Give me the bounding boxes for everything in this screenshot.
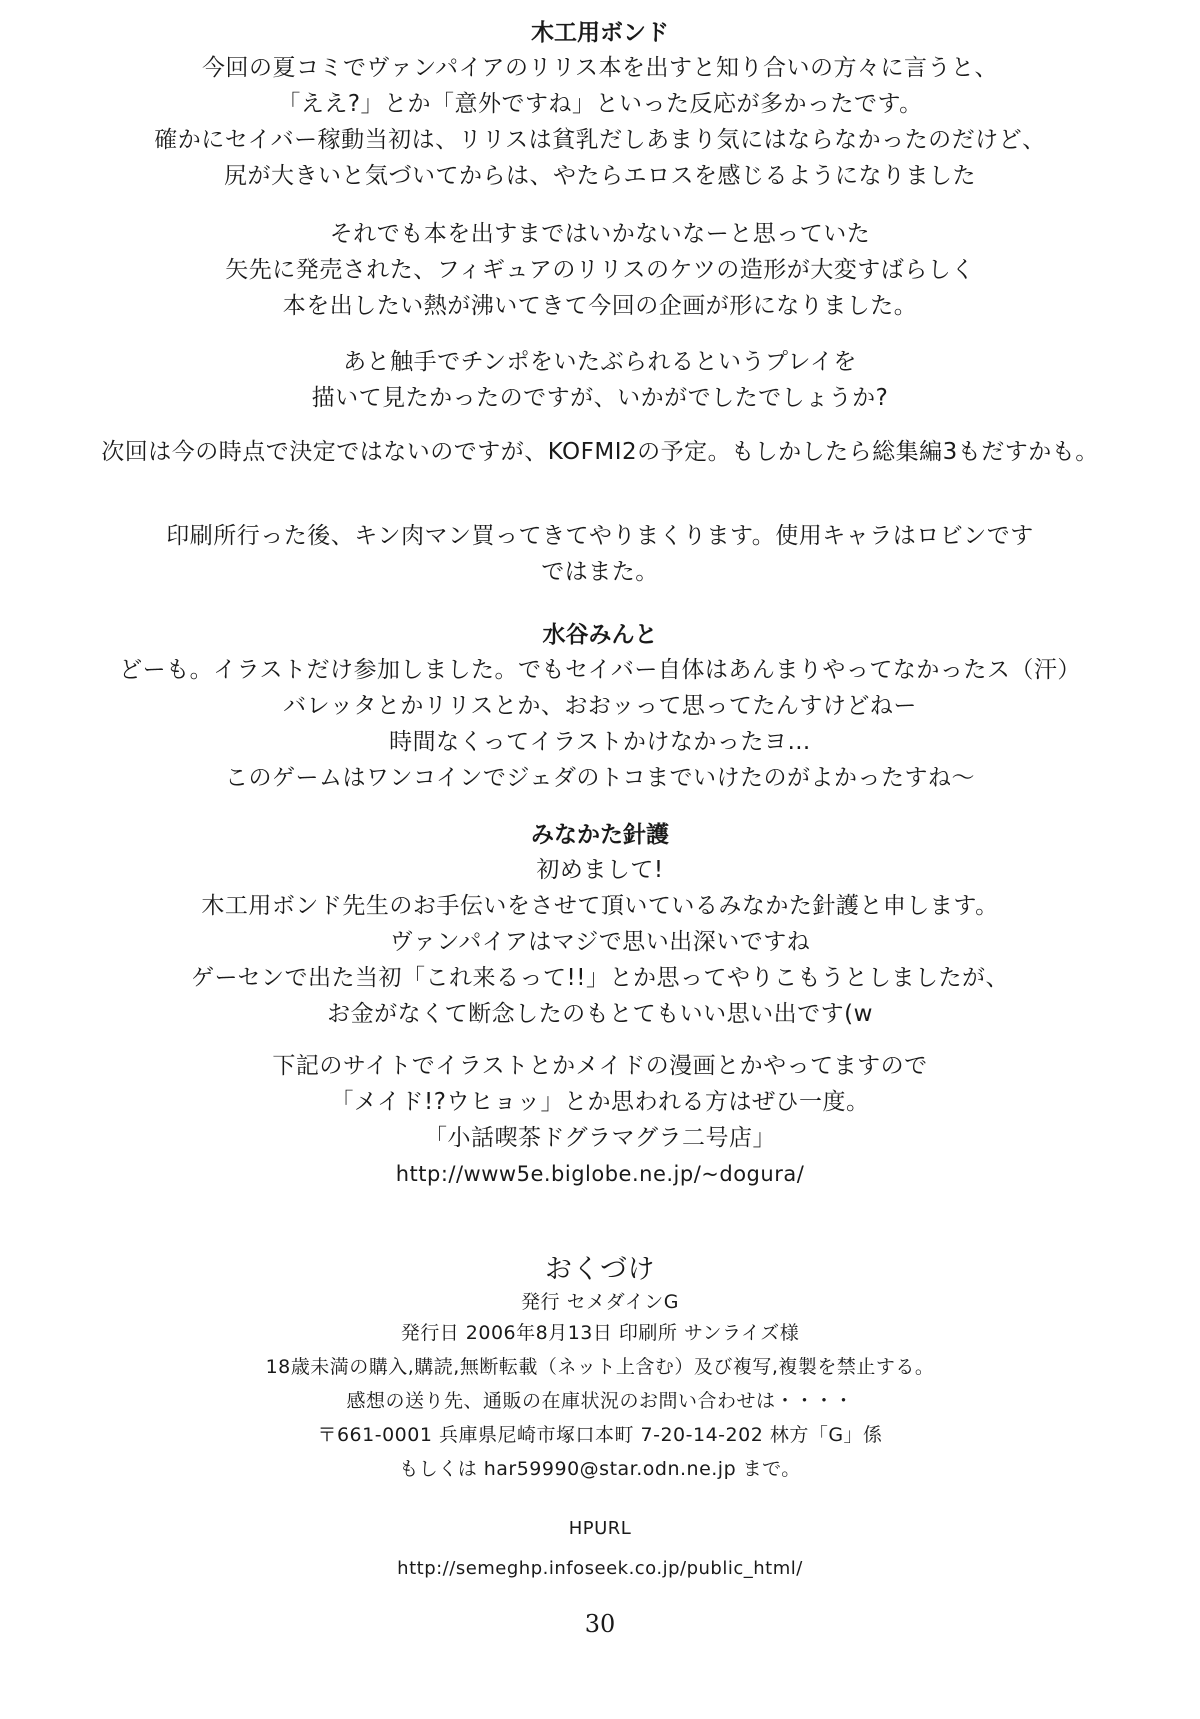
bond-line: 確かにセイバー稼動当初は、リリスは貧乳だしあまり気にはならなかったのだけど、 xyxy=(154,127,1046,153)
bond-line: 「ええ?」とか「意外ですね」といった反応が多かったです。 xyxy=(277,91,923,117)
page-number: 30 xyxy=(584,1610,616,1638)
minakata-site-url: http://www5e.biglobe.ne.jp/~dogura/ xyxy=(395,1162,805,1186)
minakata-line: お金がなくて断念したのもとてもいい思い出です(w xyxy=(327,1001,873,1027)
bond-section xyxy=(0,16,1200,194)
minakata-heading: みなかた針護 xyxy=(531,822,669,848)
mizutani-section xyxy=(0,618,1200,796)
minakata-line: 「メイド!?ウヒョッ」とか思われる方はぜひ一度。 xyxy=(330,1089,870,1115)
minakata-line: 木工用ボンド先生のお手伝いをさせて頂いているみなかた針護と申します。 xyxy=(201,893,999,919)
bond-paragraph-4 xyxy=(0,434,1200,470)
minakata-section xyxy=(0,818,1200,1032)
minakata-line: 初めまして! xyxy=(536,857,664,883)
bond-line: 本を出したい熱が沸いてきて今回の企画が形になりました。 xyxy=(282,293,918,319)
minakata-paragraph-2 xyxy=(0,1048,1200,1192)
okuzuke-title: おくづけ xyxy=(545,1254,655,1285)
minakata-line: ヴァンパイアはマジで思い出深いですね xyxy=(389,929,811,955)
mizutani-heading: 水谷みんと xyxy=(542,622,658,648)
mizutani-line: バレッタとかリリスとか、おおッって思ってたんすけどねー xyxy=(283,693,917,719)
bond-line: あと触手でチンポをいたぶられるというプレイを xyxy=(343,349,857,375)
okuzuke-warning: 18歳未満の購入,購読,無断転載（ネット上含む）及び複写,複製を禁止する。 xyxy=(265,1356,935,1378)
bond-line: 印刷所行った後、キン肉マン買ってきてやりまくります。使用キャラはロビンです xyxy=(166,523,1034,549)
okuzuke-date: 発行日 2006年8月13日 印刷所 サンライズ様 xyxy=(400,1322,800,1344)
bond-line: 描いて見たかったのですが、いかがでしたでしょうか? xyxy=(311,385,889,411)
bond-line: それでも本を出すまではいかないなーと思っていた xyxy=(329,221,871,247)
hpurl-label: HPURL xyxy=(568,1518,632,1539)
bond-paragraph-3 xyxy=(0,344,1200,416)
mizutani-line: どーも。イラストだけ参加しました。でもセイバー自体はあんまりやってなかったス（汗） xyxy=(119,657,1081,683)
bond-paragraph-5 xyxy=(0,518,1200,590)
bond-line: ではまた。 xyxy=(541,559,659,585)
okuzuke-contact-intro: 感想の送り先、通販の在庫状況のお問い合わせは・・・・ xyxy=(346,1390,854,1412)
mizutani-line: このゲームはワンコインでジェダのトコまでいけたのがよかったすね～ xyxy=(225,765,975,791)
minakata-line: 「小話喫茶ドグラマグラ二号店」 xyxy=(423,1125,777,1151)
bond-paragraph-2 xyxy=(0,216,1200,324)
okuzuke-address: 〒661-0001 兵庫県尼崎市塚口本町 7-20-14-202 林方「G」係 xyxy=(317,1424,883,1446)
mizutani-line: 時間なくってイラストかけなかったヨ… xyxy=(389,729,811,755)
okuzuke-publisher: 発行 セメダインG xyxy=(521,1291,679,1313)
bond-line: 次回は今の時点で決定ではないのですが、KOFMI2の予定。もしかしたら総集編3もだすかも。 xyxy=(101,439,1099,465)
minakata-line: ゲーセンで出た当初「これ来るって!!」とか思ってやりこもうとしましたが、 xyxy=(191,965,1009,991)
bond-line: 今回の夏コミでヴァンパイアのリリス本を出すと知り合いの方々に言うと、 xyxy=(201,55,998,81)
bond-line: 矢先に発売された、フィギュアのリリスのケツの造形が大変すばらしく xyxy=(225,257,975,283)
okuzuke-email: もしくは har59990@star.odn.ne.jp まで。 xyxy=(399,1458,801,1480)
hpurl-link: http://semeghp.infoseek.co.jp/public_html/ xyxy=(397,1558,803,1579)
bond-line: 尻が大きいと気づいてからは、やたらエロスを感じるようになりました xyxy=(224,163,976,189)
hpurl-section xyxy=(0,1512,1200,1586)
bond-heading: 木工用ボンド xyxy=(531,20,669,46)
minakata-line: 下記のサイトでイラストとかメイドの漫画とかやってますので xyxy=(272,1053,928,1079)
okuzuke-section xyxy=(0,1252,1200,1486)
